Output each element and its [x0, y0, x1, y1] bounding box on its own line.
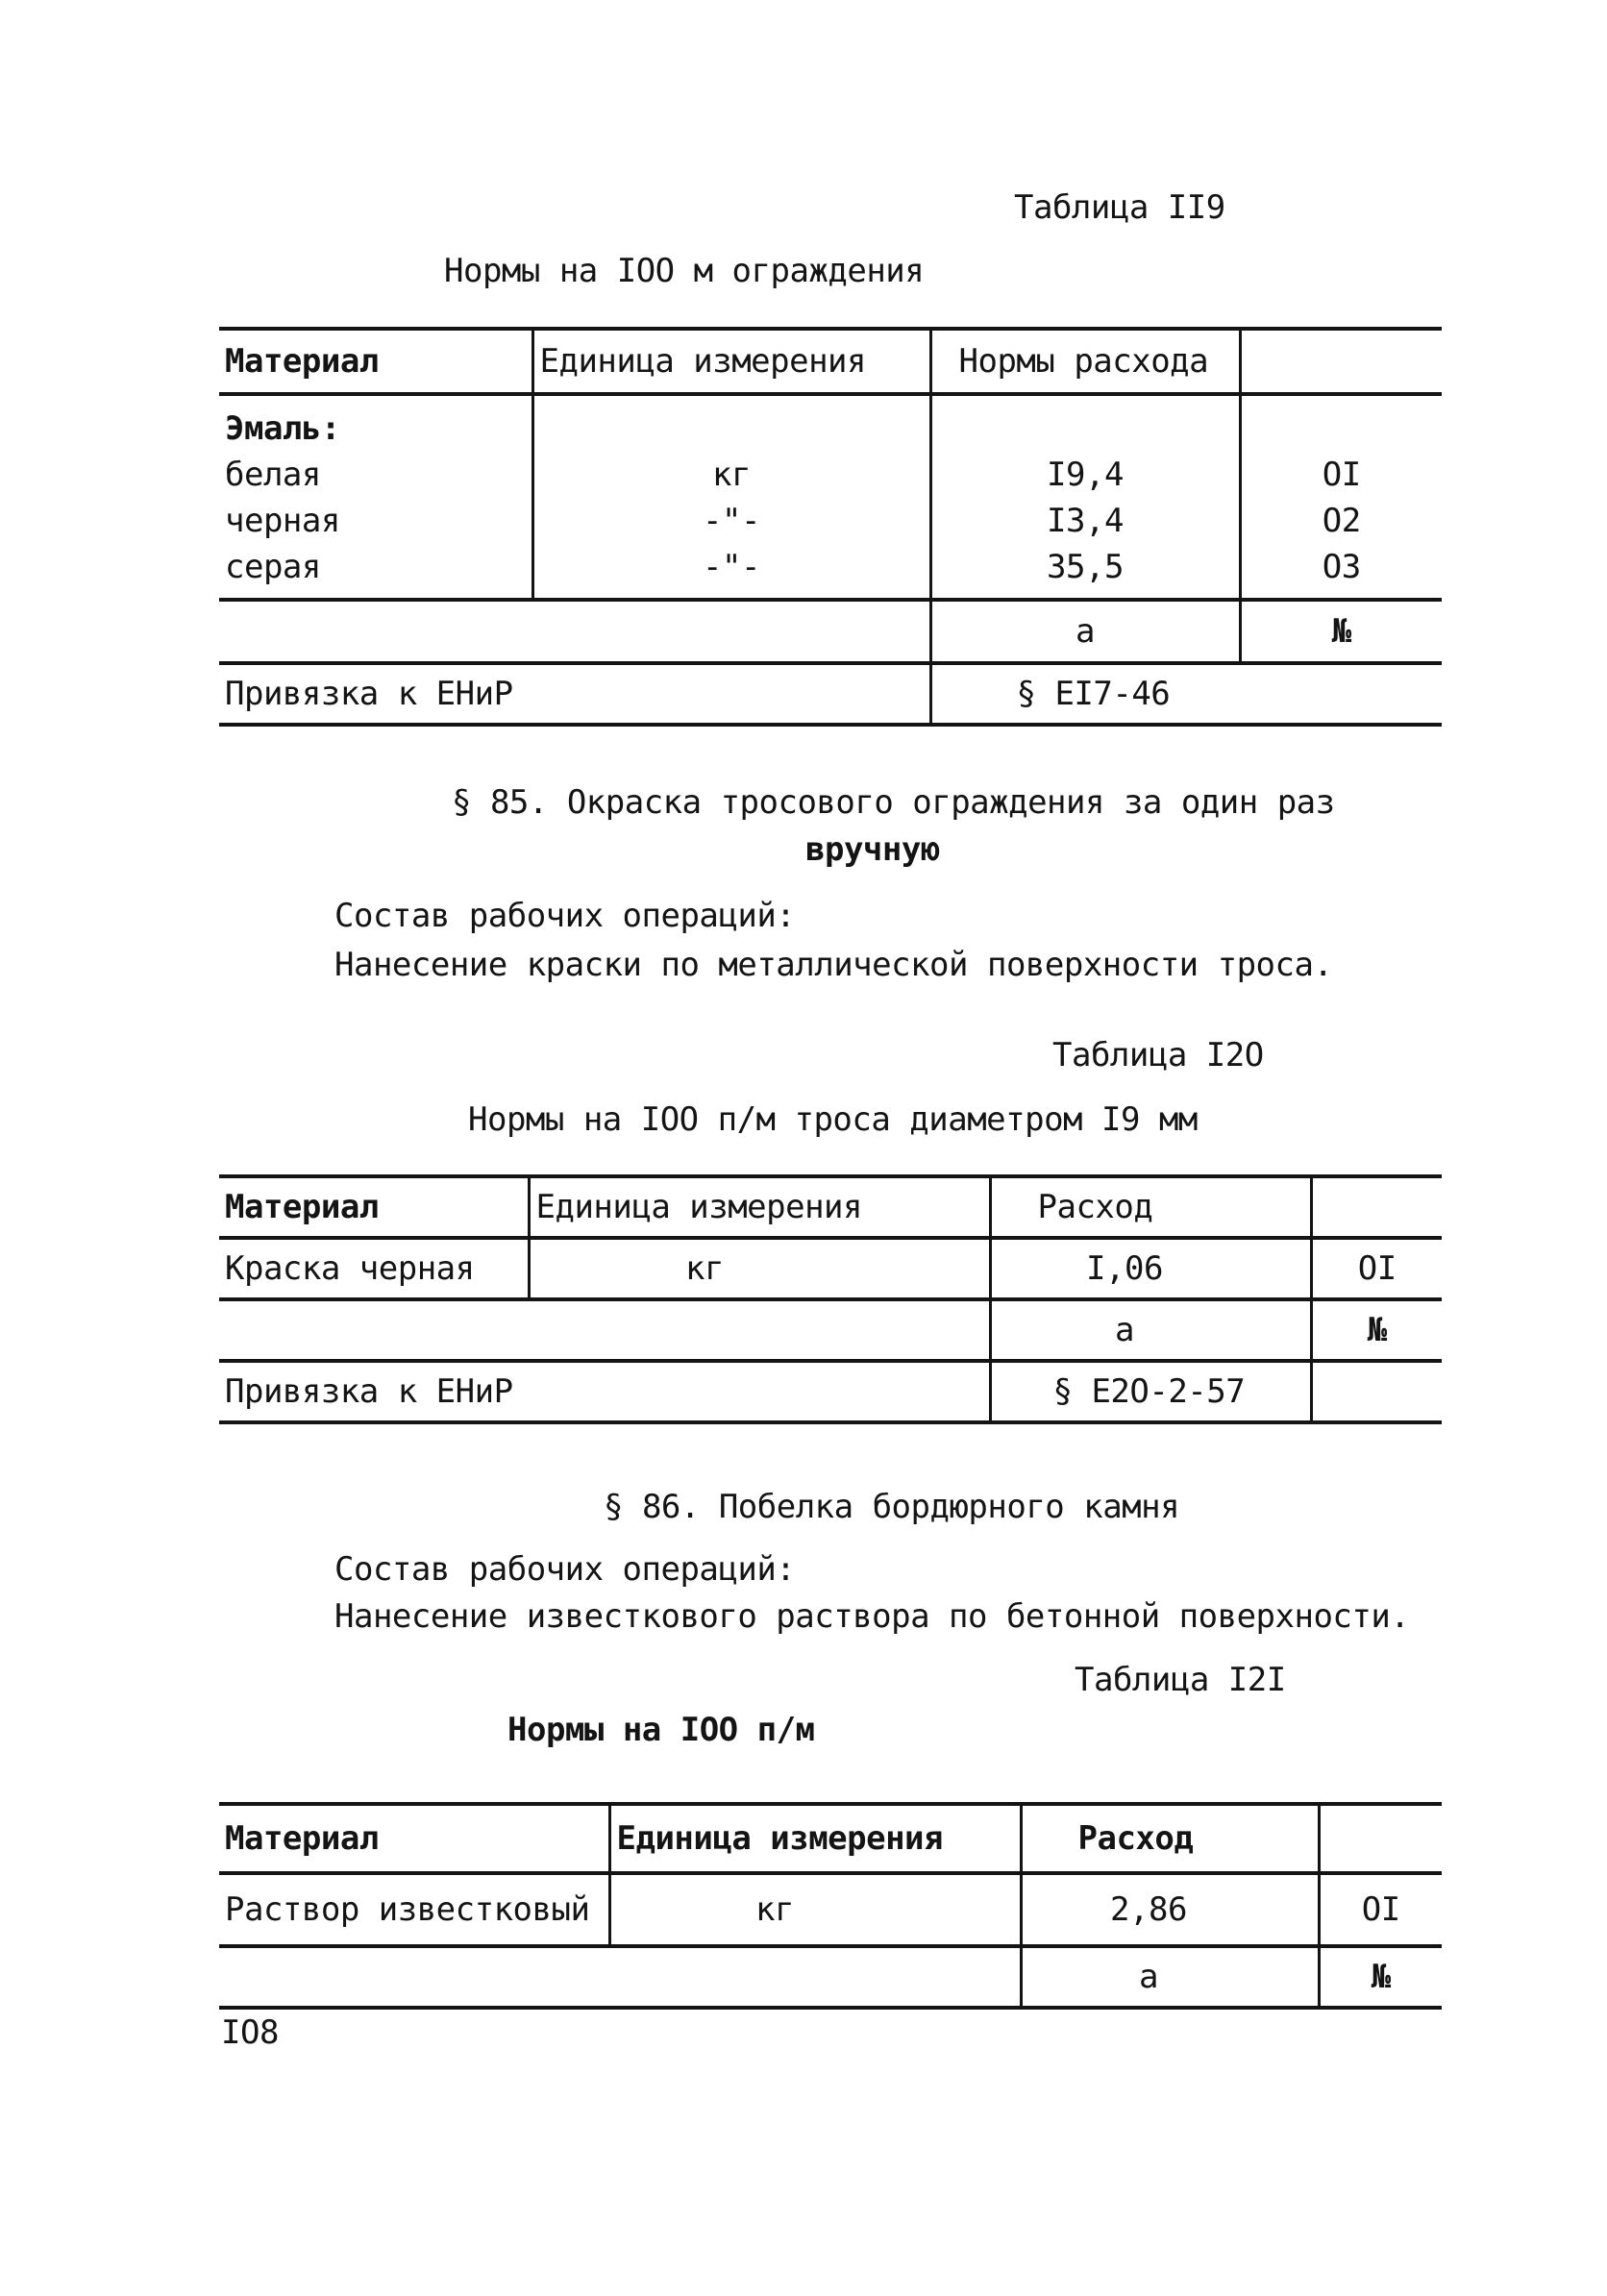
binding-value: § E2O-2-57 [990, 1361, 1311, 1422]
norm: I,06 [990, 1238, 1311, 1299]
section85-heading-line2: вручную [805, 830, 940, 869]
material: Краска черная [219, 1238, 529, 1299]
header-norm: Нормы расхода [930, 329, 1240, 394]
section86-ops-text: Нанесение известкового раствора по бетонной поверхности. [334, 1597, 1410, 1636]
section86-ops-label: Состав рабочих операций: [334, 1550, 796, 1589]
table119-caption: Таблица II9 [1014, 188, 1225, 227]
table120 [219, 1174, 1442, 1424]
header-material: Материал [219, 1804, 609, 1873]
norm: 2,86 [1021, 1873, 1319, 1946]
table119-title: Нормы на IOO м ограждения [444, 252, 925, 290]
table121 [219, 1802, 1442, 2010]
material: Раствор известковый [219, 1873, 609, 1946]
header-norm: Расход [1021, 1804, 1319, 1873]
unit-2: -"- [703, 502, 760, 540]
header-unit: Единица измерения [609, 1804, 1021, 1873]
header-material: Материал [219, 1176, 529, 1238]
unit: кг [609, 1873, 1021, 1946]
material-2: черная [225, 502, 340, 540]
table120-row [219, 1238, 1442, 1299]
header-code [1311, 1176, 1442, 1238]
table119-index-row [219, 600, 1442, 663]
unit-3: -"- [703, 548, 760, 586]
code: OI [1357, 1249, 1397, 1288]
material-3: серая [225, 548, 321, 586]
header-unit: Единица измерения [529, 1176, 990, 1238]
header-code [1240, 329, 1442, 394]
table120-title: Нормы на IOO п/м троса диаметром I9 мм [468, 1100, 1198, 1139]
unit: кг [529, 1238, 990, 1299]
group-label: Эмаль: [225, 409, 340, 448]
index-sign: № [1331, 612, 1351, 651]
code-2: O2 [1322, 502, 1361, 540]
norm-3: 35,5 [1047, 548, 1124, 586]
header-norm: Расход [990, 1176, 1311, 1238]
table120-header-row [219, 1176, 1442, 1238]
header-code [1319, 1804, 1442, 1873]
header-unit: Единица измерения [532, 329, 930, 394]
table119-header-row [219, 329, 1442, 394]
norm-cell [930, 394, 1240, 600]
code-cell [1240, 394, 1442, 600]
binding-label: Привязка к ЕНиР [219, 663, 930, 725]
index-letter: а [990, 1299, 1311, 1361]
table120-index-row [219, 1299, 1442, 1361]
binding-value: § EI7-46 [1016, 675, 1171, 713]
table121-index-row [219, 1946, 1442, 2008]
section85-ops-label: Состав рабочих операций: [334, 897, 796, 935]
code: OI [1361, 1890, 1400, 1929]
table121-title: Нормы на IOO п/м [507, 1711, 815, 1749]
table120-binding-row [219, 1361, 1442, 1422]
binding-label: Привязка к ЕНиР [219, 1361, 990, 1422]
table121-row [219, 1873, 1442, 1946]
norm-1: I9,4 [1047, 456, 1124, 494]
index-sign: № [1367, 1311, 1387, 1349]
material-cell [219, 394, 532, 600]
section85-ops-text: Нанесение краски по металлической поверхности троса. [334, 946, 1333, 984]
code-1: OI [1322, 456, 1361, 494]
section86-heading: § 86. Побелка бордюрного камня [604, 1488, 1180, 1526]
norm-2: I3,4 [1047, 502, 1124, 540]
index-letter: а [1021, 1946, 1319, 2008]
table119-body [219, 394, 1442, 600]
table120-caption: Таблица I2O [1052, 1036, 1264, 1074]
page-number: IO8 [221, 2013, 279, 2052]
header-material: Материал [219, 329, 532, 394]
table121-header-row [219, 1804, 1442, 1873]
table119 [219, 327, 1442, 727]
material-1: белая [225, 456, 321, 494]
index-letter: а [930, 600, 1240, 663]
section85-heading-line1: § 85. Окраска тросового ограждения за один раз [452, 783, 1335, 822]
index-sign: № [1371, 1958, 1391, 1996]
unit-cell [532, 394, 930, 600]
code-3: O3 [1322, 548, 1361, 586]
table121-caption: Таблица I2I [1075, 1661, 1286, 1699]
table119-binding-row [219, 663, 1442, 725]
unit-1: кг [712, 456, 751, 494]
